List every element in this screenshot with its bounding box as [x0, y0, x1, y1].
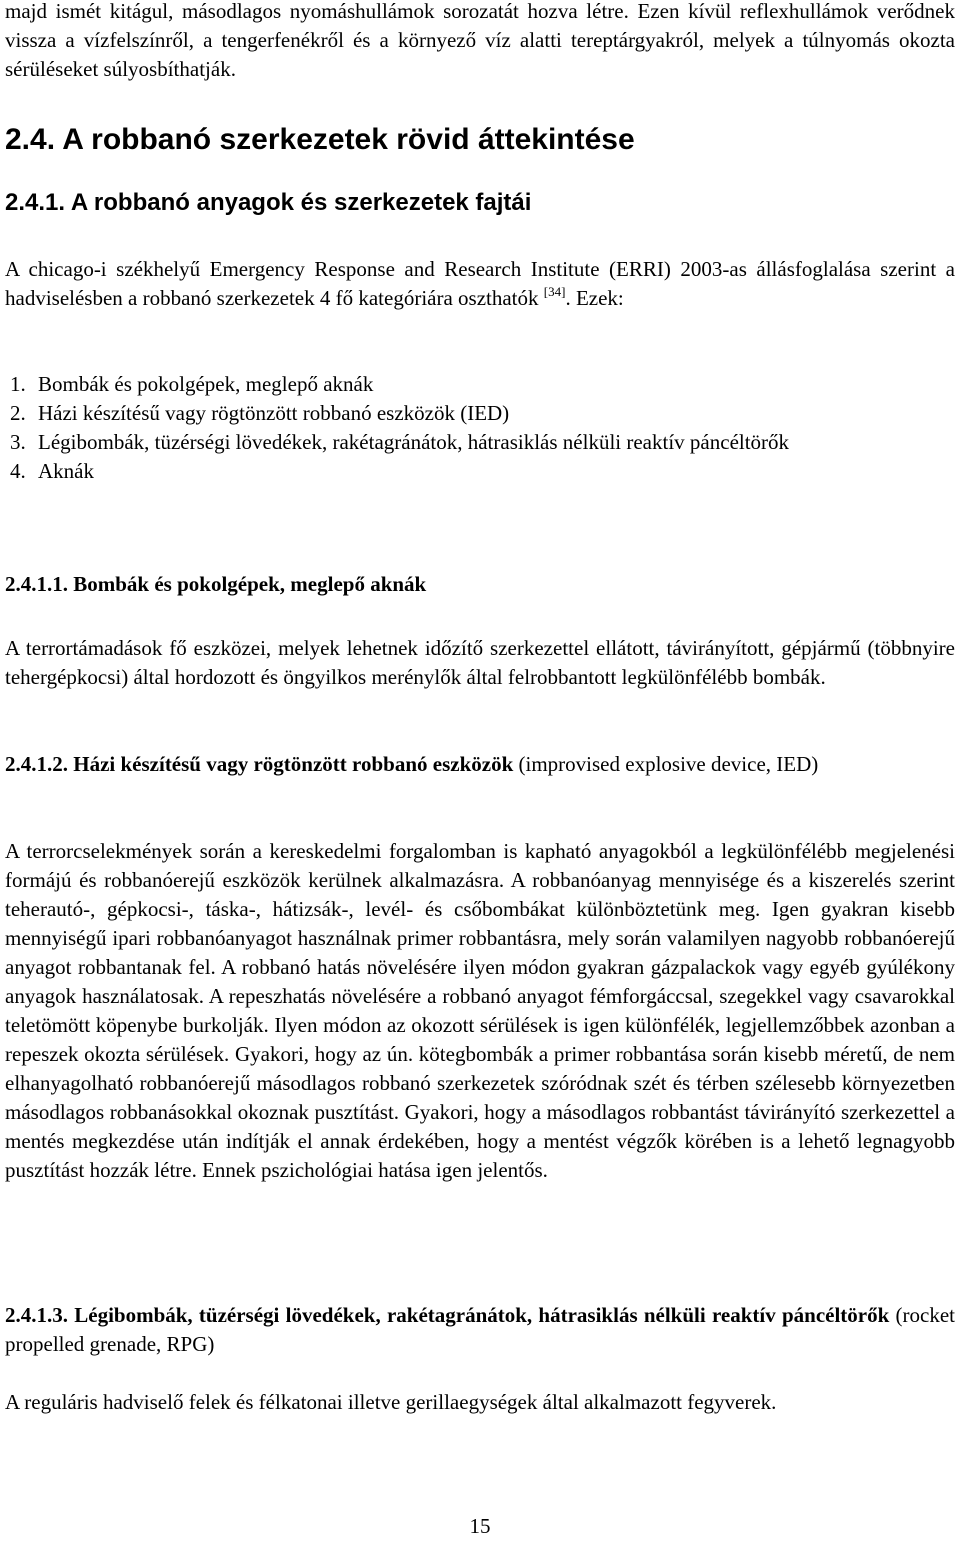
heading-2-4-1-2-bold: 2.4.1.2. Házi készítésű vagy rögtönzött robbanó eszközök — [5, 752, 514, 776]
paragraph-2-4-1-2: A terrorcselekmények során a kereskedelmi forgalomban is kapható anyagokból a legkülönfélébb megjelenési formájú és robbanóerejű eszközök kerülnek alkalmazásra. A robbanóanyag mennyisége és a kiszerelés szerint teherautó-, gépkocsi-, táska-, hátizsák-, levél- és csőbombákat különböztetünk meg. Igen gyakran kisebb mennyiségű ipari robbanóanyagot használnak primer robbantásra, mely során valamilyen nagyobb robbanóerejű anyagot robbantanak fel. A robbanó hatás növelésére ilyen módon gyakran gázpalackok vagy egyéb gyúlékony anyagok használatosak. A repeszhatás növelésére a robbanó anyagot fémforgáccsal, szegekkel vagy csavarokkal teletömött köpenybe burkolják. Ilyen módon az okozott sérülések is igen különfélék, legjellemzőbbek azonban a repeszek okozta sérülések. Gyakori, hogy az ún. kötegbombák a primer robbantása során kisebb méretű, de nem elhanyagolható robbanóerejű másodlagos robbanó szerkezetek szóródnak szét és térben szélesebb környezetben másodlagos robbanásokkal okoznak pusztítást. Gyakori, hogy a másodlagos robbantást távirányító szerkezettel a mentés megkezdése után indítják el annak érdekében, hogy a mentést végzők körében is a lehető legnagyobb pusztítást hozzák létre. Ennek pszichológiai hatása igen jelentős. — [5, 839, 955, 1182]
list-item-number: 3. — [10, 430, 26, 454]
heading-2-4-1-2 — [5, 750, 955, 779]
citation-ref[interactable]: [34] — [543, 284, 566, 299]
erri-paragraph-text: A chicago-i székhelyű Emergency Response and Research Institute (ERRI) 2003-as állásfoglalása szerint a hadviselésben a robbanó szerkezetek 4 fő kategóriára oszthatók — [5, 257, 955, 310]
heading-2-4-1-3-normal: (rocket propelled grenade, RPG) — [5, 1303, 955, 1356]
paragraph-2-4-1-1: A terrortámadások fő eszközei, melyek lehetnek időzítő szerkezettel ellátott, távirányított, gépjármű (többnyire tehergépkocsi) által hordozott és öngyilkos merénylők által felrobbantott legkülönfélébb bombák. — [5, 636, 955, 689]
list-item-number: 2. — [10, 401, 26, 425]
list-item-number: 4. — [10, 459, 26, 483]
list-item — [5, 457, 955, 486]
intro-paragraph: majd ismét kitágul, másodlagos nyomáshullámok sorozatát hozva létre. Ezen kívül reflexhullámok verődnek vissza a vízfelszínről, a tengerfenékről és a környező víz alatti tereptárgyakról, melyek a túlnyomás okozta sérüléseket súlyosbíthatják. — [5, 0, 955, 81]
list-item — [5, 370, 955, 399]
list-item-text: Aknák — [38, 459, 94, 483]
list-item — [5, 428, 955, 457]
paragraph-2-4-1-3: A reguláris hadviselő felek és félkatonai illetve gerillaegységek által alkalmazott fegyverek. — [5, 1390, 777, 1414]
category-list — [5, 370, 955, 486]
subsection-heading: 2.4.1. A robbanó anyagok és szerkezetek fajtái — [5, 189, 532, 216]
list-item-text: Légibombák, tüzérségi lövedékek, rakétagránátok, hátrasiklás nélküli reaktív páncéltörők — [38, 430, 790, 454]
list-item-text: Bombák és pokolgépek, meglepő aknák — [38, 372, 374, 396]
erri-paragraph-after: . Ezek: — [565, 286, 624, 310]
heading-2-4-1-2-normal: (improvised explosive device, IED) — [513, 752, 819, 776]
page-number: 15 — [469, 1514, 491, 1538]
heading-2-4-1-3-bold: 2.4.1.3. Légibombák, tüzérségi lövedékek, rakétagránátok, hátrasiklás nélküli reaktív páncéltörők — [5, 1303, 890, 1327]
list-item-number: 1. — [10, 372, 26, 396]
list-item-text: Házi készítésű vagy rögtönzött robbanó eszközök (IED) — [38, 401, 510, 425]
list-item — [5, 399, 955, 428]
section-heading: 2.4. A robbanó szerkezetek rövid áttekintése — [5, 123, 635, 156]
heading-2-4-1-1: 2.4.1.1. Bombák és pokolgépek, meglepő aknák — [5, 572, 427, 596]
heading-2-4-1-3 — [5, 1301, 955, 1359]
erri-paragraph — [5, 255, 955, 313]
